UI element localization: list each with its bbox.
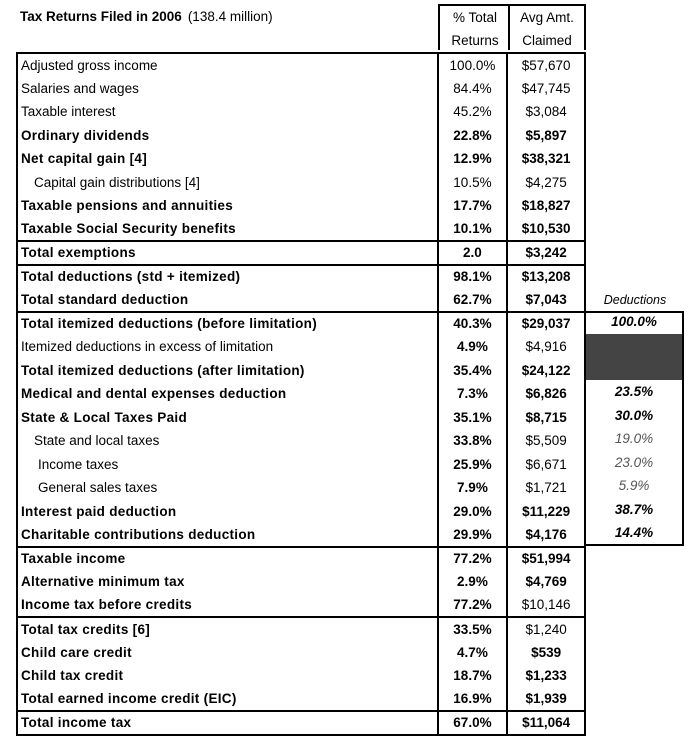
- row-avg: $13,208: [507, 265, 585, 289]
- deductions-column-label: Deductions: [603, 293, 667, 307]
- row-label: State and local taxes: [17, 429, 438, 453]
- table-row: [17, 241, 585, 265]
- row-label: Child tax credit: [17, 664, 438, 688]
- table-row: [17, 171, 585, 195]
- row-label: Total earned income credit (EIC): [17, 688, 438, 712]
- row-pct: 10.1%: [438, 218, 508, 242]
- row-avg: $4,275: [507, 171, 585, 195]
- row-avg: $1,233: [507, 664, 585, 688]
- row-avg: $24,122: [507, 359, 585, 383]
- row-avg: $7,043: [507, 288, 585, 312]
- row-label: Income taxes: [17, 453, 438, 477]
- row-label: State & Local Taxes Paid: [17, 406, 438, 430]
- row-label: Itemized deductions in excess of limitation: [17, 335, 438, 359]
- row-label: Medical and dental expenses deduction: [17, 382, 438, 406]
- row-avg: $29,037: [507, 312, 585, 336]
- header-pct-line1: % Total: [452, 10, 498, 25]
- row-pct: 4.7%: [438, 641, 508, 665]
- row-avg: $51,994: [507, 547, 585, 571]
- row-avg: $57,670: [507, 53, 585, 77]
- row-label: Taxable pensions and annuities: [17, 194, 438, 218]
- row-avg: $3,242: [507, 241, 585, 265]
- header-pct-line2: Returns: [451, 33, 499, 48]
- table-title: [20, 9, 273, 24]
- row-label: Total itemized deductions (before limitation): [17, 312, 438, 336]
- table-row: [17, 382, 585, 406]
- ded-share-state-local-taxes: 19.0%: [614, 431, 654, 446]
- row-avg: $38,321: [507, 147, 585, 171]
- table-row: [17, 312, 585, 336]
- row-avg: $10,146: [507, 594, 585, 618]
- table-row: [17, 641, 585, 665]
- row-avg: $5,509: [507, 429, 585, 453]
- row-pct: 12.9%: [438, 147, 508, 171]
- table-row: [17, 147, 585, 171]
- tax-returns-table: [16, 52, 586, 736]
- ded-share-income-taxes: 23.0%: [614, 455, 654, 470]
- row-label: Capital gain distributions [4]: [17, 171, 438, 195]
- row-pct: 100.0%: [438, 53, 508, 77]
- deductions-dark-fill: [586, 334, 682, 380]
- table-row: [17, 265, 585, 289]
- row-pct: 67.0%: [438, 711, 508, 735]
- ded-share-charitable: 14.4%: [614, 525, 654, 540]
- header-avg-line1: Avg Amt.: [520, 10, 574, 25]
- row-pct: 33.5%: [438, 617, 508, 641]
- table-row: [17, 288, 585, 312]
- row-pct: 18.7%: [438, 664, 508, 688]
- row-label: Alternative minimum tax: [17, 570, 438, 594]
- row-label: Taxable income: [17, 547, 438, 571]
- row-label: General sales taxes: [17, 476, 438, 500]
- row-pct: 22.8%: [438, 124, 508, 148]
- row-avg: $1,721: [507, 476, 585, 500]
- row-avg: $6,671: [507, 453, 585, 477]
- table-row: [17, 476, 585, 500]
- table-row: [17, 124, 585, 148]
- row-avg: $11,064: [507, 711, 585, 735]
- row-label: Total tax credits [6]: [17, 617, 438, 641]
- table-row: [17, 194, 585, 218]
- table-row: [17, 429, 585, 453]
- table-row: [17, 500, 585, 524]
- table-row: [17, 53, 585, 77]
- table-row: [17, 359, 585, 383]
- row-label: Child care credit: [17, 641, 438, 665]
- row-pct: 2.9%: [438, 570, 508, 594]
- ded-share-sales-taxes: 5.9%: [618, 478, 650, 493]
- table-row: [17, 570, 585, 594]
- row-avg: $539: [507, 641, 585, 665]
- row-pct: 29.9%: [438, 523, 508, 547]
- row-pct: 7.9%: [438, 476, 508, 500]
- row-label: Taxable interest: [17, 100, 438, 124]
- row-pct: 10.5%: [438, 171, 508, 195]
- row-label: Interest paid deduction: [17, 500, 438, 524]
- row-avg: $6,826: [507, 382, 585, 406]
- row-avg: $8,715: [507, 406, 585, 430]
- table-row: [17, 218, 585, 242]
- row-avg: $47,745: [507, 77, 585, 101]
- row-pct: 2.0: [438, 241, 508, 265]
- ded-share-medical: 23.5%: [614, 384, 654, 399]
- row-avg: $10,530: [507, 218, 585, 242]
- row-avg: $18,827: [507, 194, 585, 218]
- row-pct: 35.4%: [438, 359, 508, 383]
- table-row: [17, 453, 585, 477]
- row-avg: $4,769: [507, 570, 585, 594]
- row-avg: $4,916: [507, 335, 585, 359]
- row-label: Charitable contributions deduction: [17, 523, 438, 547]
- row-pct: 77.2%: [438, 594, 508, 618]
- table-row: [17, 664, 585, 688]
- header-pct-total-returns: [438, 4, 510, 50]
- table-row: [17, 77, 585, 101]
- table-row: [17, 100, 585, 124]
- row-pct: 16.9%: [438, 688, 508, 712]
- row-avg: $11,229: [507, 500, 585, 524]
- row-label: Total deductions (std + itemized): [17, 265, 438, 289]
- row-pct: 25.9%: [438, 453, 508, 477]
- row-pct: 40.3%: [438, 312, 508, 336]
- row-pct: 33.8%: [438, 429, 508, 453]
- table-row: [17, 711, 585, 735]
- row-label: Salaries and wages: [17, 77, 438, 101]
- row-pct: 35.1%: [438, 406, 508, 430]
- row-pct: 62.7%: [438, 288, 508, 312]
- ded-share-interest: 38.7%: [614, 502, 654, 517]
- table-row: [17, 406, 585, 430]
- row-label: Total exemptions: [17, 241, 438, 265]
- header-avg-line2: Claimed: [522, 33, 572, 48]
- ded-share-total-itemized: 100.0%: [611, 314, 657, 329]
- row-pct: 4.9%: [438, 335, 508, 359]
- row-pct: 45.2%: [438, 100, 508, 124]
- title-main: Tax Returns Filed in 2006: [20, 9, 182, 24]
- row-label: Adjusted gross income: [17, 53, 438, 77]
- title-sub: (138.4 million): [187, 9, 273, 24]
- row-pct: 77.2%: [438, 547, 508, 571]
- row-pct: 7.3%: [438, 382, 508, 406]
- ded-share-state-local-paid: 30.0%: [614, 408, 654, 423]
- row-avg: $5,897: [507, 124, 585, 148]
- row-label: Total standard deduction: [17, 288, 438, 312]
- table-row: [17, 688, 585, 712]
- row-label: Taxable Social Security benefits: [17, 218, 438, 242]
- table-row: [17, 547, 585, 571]
- row-avg: $1,939: [507, 688, 585, 712]
- row-avg: $4,176: [507, 523, 585, 547]
- row-label: Income tax before credits: [17, 594, 438, 618]
- table-row: [17, 617, 585, 641]
- table-row: [17, 594, 585, 618]
- table-row: [17, 335, 585, 359]
- table-row: [17, 523, 585, 547]
- row-pct: 29.0%: [438, 500, 508, 524]
- row-label: Total income tax: [17, 711, 438, 735]
- row-avg: $3,084: [507, 100, 585, 124]
- row-avg: $1,240: [507, 617, 585, 641]
- row-label: Ordinary dividends: [17, 124, 438, 148]
- row-label: Net capital gain [4]: [17, 147, 438, 171]
- row-pct: 17.7%: [438, 194, 508, 218]
- header-avg-amt-claimed: [508, 4, 586, 50]
- row-label: Total itemized deductions (after limitation): [17, 359, 438, 383]
- row-pct: 98.1%: [438, 265, 508, 289]
- row-pct: 84.4%: [438, 77, 508, 101]
